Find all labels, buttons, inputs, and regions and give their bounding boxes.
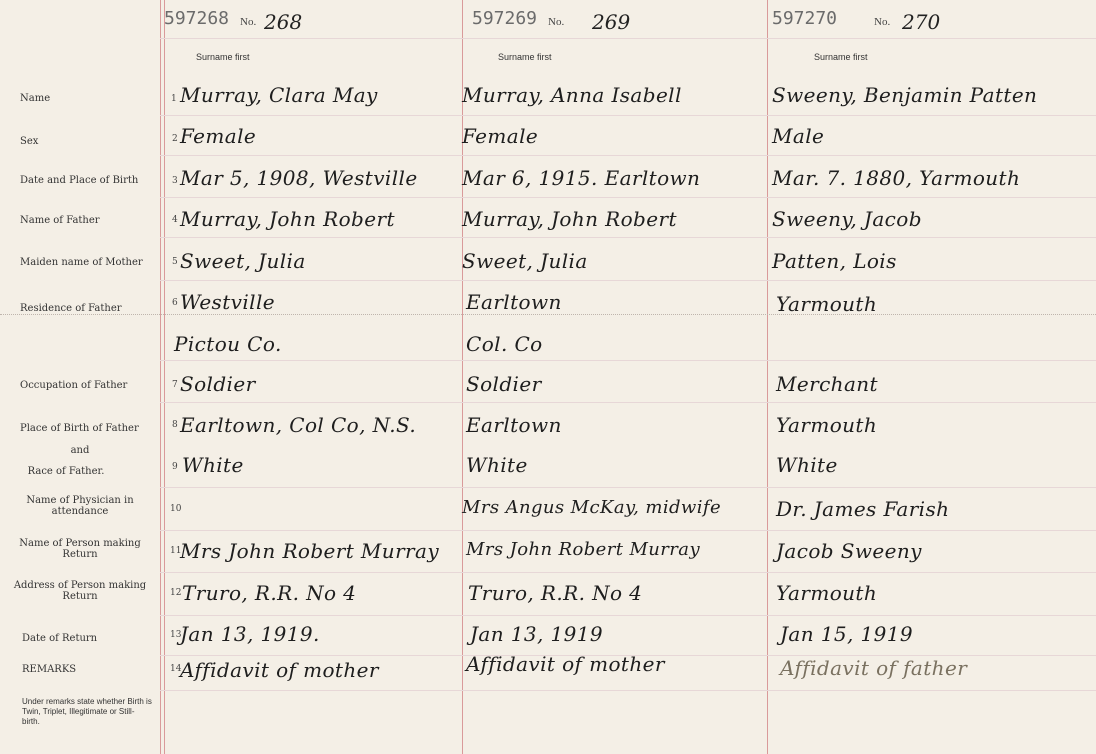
row-line (160, 280, 1096, 281)
label-date-return: Date of Return (22, 633, 98, 644)
record-name: Murray, Clara May (180, 83, 378, 107)
record-father-birthplace: Earltown (466, 413, 562, 437)
record-race: White (466, 453, 528, 477)
line-number: 14 (170, 664, 182, 674)
record-name: Sweeny, Benjamin Patten (772, 83, 1038, 107)
line-number: 8 (172, 420, 178, 430)
label-maiden-mother: Maiden name of Mother (20, 257, 143, 268)
surname-first-note: Surname first (814, 52, 868, 62)
record-father-birthplace: Earltown, Col Co, N.S. (180, 413, 417, 437)
row-line (160, 197, 1096, 198)
line-number: 2 (172, 134, 178, 144)
row-line-dotted (0, 314, 1096, 316)
record-address-return: Truro, R.R. No 4 (182, 581, 357, 605)
record-person-return: Mrs John Robert Murray (466, 539, 701, 560)
record-physician: Dr. James Farish (776, 497, 950, 521)
label-name: Name (20, 93, 51, 104)
record-residence-county: Col. Co (466, 332, 543, 356)
row-line (160, 487, 1096, 488)
record-residence: Earltown (466, 290, 562, 314)
label-person-return-line1: Name of Person making (19, 538, 141, 549)
label-person-return (0, 538, 160, 560)
no-label: No. (548, 16, 565, 28)
row-line (160, 38, 1096, 39)
label-address-return (0, 580, 160, 602)
label-residence-father: Residence of Father (20, 303, 122, 314)
record-residence: Yarmouth (776, 292, 878, 316)
record-residence: Westville (180, 290, 275, 314)
record-mother: Sweet, Julia (462, 249, 588, 273)
record-mother: Patten, Lois (772, 249, 897, 273)
record-birth: Mar. 7. 1880, Yarmouth (772, 166, 1021, 190)
record-remarks: Affidavit of mother (466, 652, 665, 676)
row-line (160, 402, 1096, 403)
surname-first-note: Surname first (498, 52, 552, 62)
label-person-return-line2: Return (62, 549, 98, 560)
record-stamp: 597270 (772, 8, 838, 29)
line-number: 4 (172, 215, 178, 225)
record-number: 270 (902, 10, 941, 34)
line-number: 12 (170, 588, 182, 598)
column-rule (462, 0, 463, 754)
line-number: 7 (172, 380, 178, 390)
label-name-father: Name of Father (20, 215, 100, 226)
row-line (160, 572, 1096, 573)
label-occupation-father: Occupation of Father (20, 380, 128, 391)
record-person-return: Mrs John Robert Murray (180, 539, 440, 563)
record-date-return: Jan 13, 1919. (180, 622, 320, 646)
row-line (160, 615, 1096, 616)
record-number: 268 (264, 10, 303, 34)
no-label: No. (240, 16, 257, 28)
record-occupation: Soldier (180, 372, 256, 396)
record-father: Murray, John Robert (180, 207, 395, 231)
record-date-return: Jan 13, 1919 (470, 622, 604, 646)
record-birth: Mar 6, 1915. Earltown (462, 166, 701, 190)
record-sex: Female (462, 124, 539, 148)
line-number: 13 (170, 630, 182, 640)
record-address-return: Yarmouth (776, 581, 878, 605)
line-number: 10 (170, 504, 182, 514)
line-number: 5 (172, 257, 178, 267)
surname-first-note: Surname first (196, 52, 250, 62)
record-person-return: Jacob Sweeny (776, 539, 922, 563)
record-race: White (182, 453, 244, 477)
label-date-place-birth: Date and Place of Birth (20, 175, 139, 186)
record-residence-county: Pictou Co. (174, 332, 282, 356)
row-line (160, 690, 1096, 691)
record-stamp: 597268 (164, 8, 230, 29)
record-remarks: Affidavit of father (780, 656, 968, 680)
remarks-footnote: Under remarks state whether Birth is Twin, Triplet, Illegitimate or Still-birth. (22, 697, 152, 726)
row-line (160, 360, 1096, 361)
row-line (160, 530, 1096, 531)
record-father-birthplace: Yarmouth (776, 413, 878, 437)
label-physician-line1: Name of Physician in (26, 495, 134, 506)
record-stamp: 597269 (472, 8, 538, 29)
row-line (160, 115, 1096, 116)
record-mother: Sweet, Julia (180, 249, 306, 273)
record-father: Murray, John Robert (462, 207, 677, 231)
record-occupation: Soldier (466, 372, 542, 396)
label-physician-line2: attendance (51, 506, 109, 517)
record-father: Sweeny, Jacob (772, 207, 922, 231)
record-sex: Female (180, 124, 257, 148)
label-place-birth-father: Place of Birth of Father (20, 423, 139, 434)
line-number: 6 (172, 298, 178, 308)
label-sex: Sex (20, 136, 39, 147)
label-race-father: Race of Father. (27, 466, 105, 477)
no-label: No. (874, 16, 891, 28)
record-sex: Male (772, 124, 825, 148)
label-address-return-line2: Return (62, 591, 98, 602)
record-race: White (776, 453, 838, 477)
record-date-return: Jan 15, 1919 (780, 622, 914, 646)
label-physician (0, 495, 160, 517)
record-number: 269 (592, 10, 631, 34)
column-rule (767, 0, 768, 754)
record-occupation: Merchant (776, 372, 878, 396)
record-remarks: Affidavit of mother (180, 658, 379, 682)
row-line (160, 237, 1096, 238)
label-address-return-line1: Address of Person making (13, 580, 147, 591)
record-name: Murray, Anna Isabell (462, 83, 682, 107)
label-remarks: REMARKS (22, 664, 77, 675)
record-physician: Mrs Angus McKay, midwife (462, 497, 721, 518)
line-number: 11 (170, 546, 182, 556)
record-birth: Mar 5, 1908, Westville (180, 166, 418, 190)
label-and: and (70, 445, 90, 456)
line-number: 1 (171, 94, 177, 104)
line-number: 3 (172, 176, 178, 186)
record-address-return: Truro, R.R. No 4 (468, 581, 643, 605)
row-line (160, 155, 1096, 156)
line-number: 9 (172, 462, 178, 472)
